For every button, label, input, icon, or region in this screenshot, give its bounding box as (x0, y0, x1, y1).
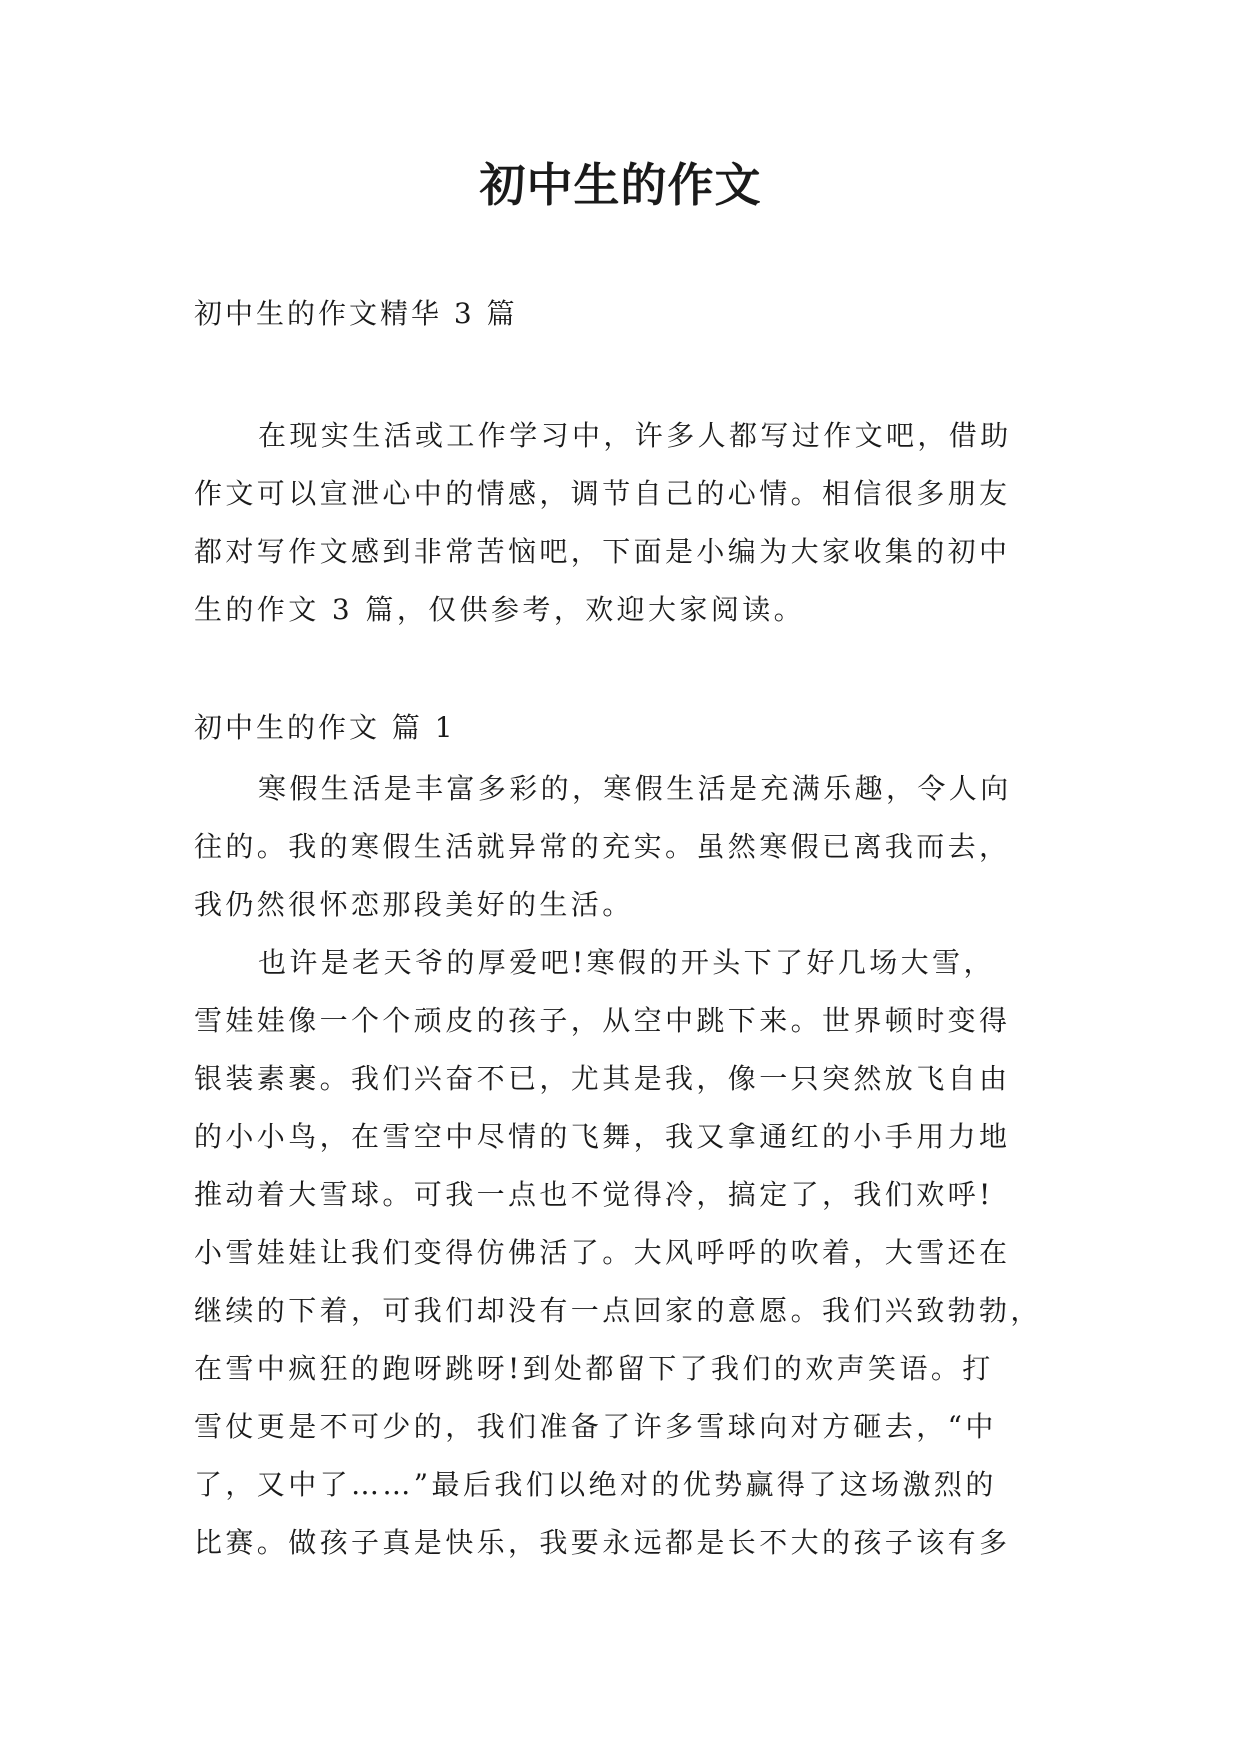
body-line: 继续的下着，可我们却没有一点回家的意愿。我们兴致勃勃， (194, 1294, 1042, 1327)
body-paragraph-2 (194, 934, 1064, 1572)
body-line: 雪仗更是不可少的，我们准备了许多雪球向对方砸去，“中 (194, 1410, 997, 1443)
body-line: 我仍然很怀恋那段美好的生活。 (194, 888, 634, 921)
body-paragraph-1 (194, 760, 1064, 934)
body-line: 比赛。做孩子真是快乐，我要永远都是长不大的孩子该有多 (194, 1526, 1011, 1559)
body-line: 的小小鸟，在雪空中尽情的飞舞，我又拿通红的小手用力地 (194, 1120, 1011, 1153)
body-line: 往的。我的寒假生活就异常的充实。虽然寒假已离我而去， (194, 830, 1011, 863)
body-line: 寒假生活是丰富多彩的，寒假生活是充满乐趣，令人向 (258, 772, 1012, 805)
body-line: 推动着大雪球。可我一点也不觉得冷，搞定了，我们欢呼! (194, 1178, 994, 1211)
intro-line: 都对写作文感到非常苦恼吧，下面是小编为大家收集的初中 (194, 535, 1011, 568)
document-title: 初中生的作文 (479, 158, 762, 212)
body-line: 也许是老天爷的厚爱吧!寒假的开头下了好几场大雪， (258, 946, 995, 979)
intro-paragraph (194, 407, 1064, 639)
document-subtitle: 初中生的作文精华 3 篇 (194, 297, 518, 330)
intro-line: 作文可以宣泄心中的情感，调节自己的心情。相信很多朋友 (194, 477, 1011, 510)
intro-line: 在现实生活或工作学习中，许多人都写过作文吧，借助 (258, 419, 1012, 452)
body-line: 在雪中疯狂的跑呀跳呀!到处都留下了我们的欢声笑语。打 (194, 1352, 994, 1385)
body-line: 雪娃娃像一个个顽皮的孩子，从空中跳下来。世界顿时变得 (194, 1004, 1011, 1037)
body-line: 银装素裹。我们兴奋不已，尤其是我，像一只突然放飞自由 (194, 1062, 1011, 1095)
body-line: 了，又中了……”最后我们以绝对的优势赢得了这场激烈的 (194, 1468, 997, 1501)
body-line: 小雪娃娃让我们变得仿佛活了。大风呼呼的吹着，大雪还在 (194, 1236, 1011, 1269)
article-body (194, 760, 1064, 1572)
section-heading: 初中生的作文 篇 1 (194, 711, 456, 744)
intro-line: 生的作文 3 篇，仅供参考，欢迎大家阅读。 (194, 593, 806, 626)
